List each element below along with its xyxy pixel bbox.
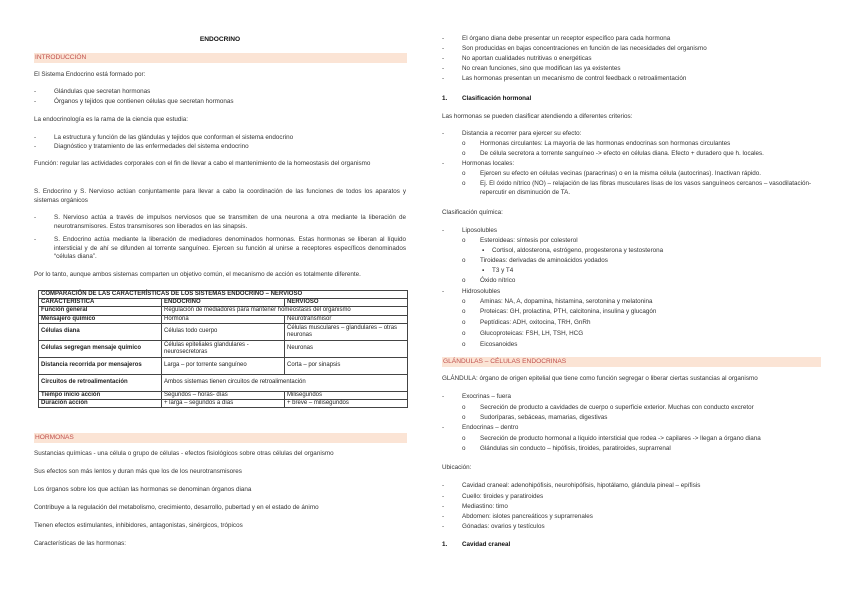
paragraph: Función: regular las actividades corporales con el fin de llevar a cabo el mantenimiento de la homeostasis del organismo [34, 160, 371, 167]
paragraph: S. Endocrino y S. Nervioso actúan conjuntamente para llevar a cabo la coordinación de las funciones de todos los aparatos y sistemas orgánicos [34, 188, 406, 204]
table-cell: Células musculares – glandulares – otras neuronas [285, 323, 408, 340]
paragraph: Sus efectos son más lentos y duran más que los de los neurotransmisores [34, 468, 242, 475]
heading-cavidad-craneal: 1. Cavidad craneal [442, 541, 511, 548]
table-cell: Ambos sistemas tienen circuitos de retroalimentación [162, 374, 408, 391]
document-page: ENDOCRINO INTRODUCCIÓN El Sistema Endocrino está formado por: - Glándulas que secretan hormonas - Órganos y tejidos que contienen células que secretan hormonas La endocrinología es la rama de la ciencia que estudia: - La estructura y función de las glándulas y tejidos que conforman el sistema endocrino - Diagnóstico y tratamiento de las enfermedades del sistema endocrino Función: regular las actividades corporales con el fin de llevar a cabo el mantenimiento de la homeostasis del organismo S. Endocrino y S. Nervioso actúan conjuntamente para llevar a cabo la coordinación de las funciones de todos los aparatos y sistemas orgánicos - S. Nervioso actúa a través de impulsos nerviosos que se transmiten de una neurona a otra mediante la liberación de neurotransmisores. Estos transmisores son liberados en las sinapsis. - S. Endocrino actúa mediante la liberación de mediadores denominados hormonas. Estas hormonas se liberan al líquido intersticial y de ahí se difunden al torrente sanguíneo. Ejercen su función al unirse a receptores específicos denominados “células diana”. Por lo tanto, aunque ambos sistemas comparten un objetivo común, el mecanismo de acción es totalmente diferente. COMPARACIÓN DE LAS CARACTERÍSTICAS DE LOS SISTEMAS ENDOCRINO – NERVIOSO CARACTERISTICA ENDOCRINO NERVIOSO Función general Regulación de mediadores para mantener homeostasis del organismo Mensajero químico Hormona Neurotransmisor Células diana Células todo cuerpo Células musculares – glandulares – otras neuronas Células segregan mensaje químico Células epiteliales glandulares - neurosecretoras Neuronas Distancia recorrida por mensajeros Larga – por torrente sanguíneo Corta – por sinapsis Circuitos de retroalimentación Ambos sistemas tienen circuitos de retroalimentación Tiempo inicio acción Segundos – horas- días Milisegundos Duración acción + larga – segundos a días + breve – milisegundos HORMONAS Sustancias químicas - una célula o grupo de células - efectos fisiológicos sobre otras células del organismo Sus efectos son más lentos y duran más que los de los neurotransmisores Los órganos sobre los que actúan las hormonas se denominan órganos diana Contribuye a la regulación del metabolismo, crecimiento, desarrollo, pubertad y en el estado de ánimo Tienen efectos estimulantes, inhibidores, antagonistas, sinérgicos, trópicos Características de las hormonas: - El órgano diana debe presentar un receptor específico para cada hormona - Son producidas en bajas concentraciones en función de las necesidades del organismo - No aportan cualidades nutritivas o energéticas - No crean funciones, sino que modifican las ya existentes - Las hormonas presentan un mecanismo de control feedback o retroalimentación 1. Clasificación hormonal Las hormonas se pueden clasificar atendiendo a diferentes criterios: - Distancia a recorrer para ejercer su efecto: o Hormonas circulantes: La mayoría de las hormonas endocrinas son hormonas circulantes o De célula secretora a torrente sanguíneo -> efecto en células diana. Efecto + duradero que h. locales. - Hormonas locales: o Ejercen su efecto en células vecinas (paracrinas) o en la misma célula (autocrinas). Inactivan rápido. o Ej. El óxido nítrico (NO) – relajación de las fibras musculares lisas de los vasos sanguíneos cercanos – vasodilatación- repercutir en disminución de TA. Clasificación química: - Liposolubles o Esteroideas: síntesis por colesterol ▪ Cortisol, aldosterona, estrógeno, progesterona y testosterona o Tiroideas: derivadas de aminoácidos yodados ▪ T3 y T4 o Óxido nítrico - Hidrosolubles o Aminas: NA, A, dopamina, histamina, serotonina y melatonina o Proteicas: GH, prolactina, PTH, calcitonina, insulina y glucagón o Peptídicas: ADH, oxitocina, TRH, GnRh o Glucoproteicas: FSH, LH, TSH, HCG o Eicosanoides GLÁNDULAS – CÉLULAS ENDOCRINAS GLÁNDULA: órgano de origen epitelial que tiene como función segregar o liberar ciertas sustancias al organismo - Exocrinas – fuera o Secreción de producto a cavidades de cuerpo o superficie exterior. Muchas con conducto excretor o Sudoríparas, sebáceas, mamarias, digestivas - Endocrinas – dentro o Secreción de producto hormonal a líquido intersticial que rodea -> capilares -> llegan a órgano diana o Glándulas sin conducto – hipófisis, tiroides, paratiroides, suprarrenal Ubicación: - Cavidad craneal: adenohipófisis, neurohipófisis, hipotálamo, glándula pineal – epífisis - Cuello: tiroides y paratiroides - Mediastino: timo - Abdomen: islotes pancreáticos y suprarrenales - Gónadas: ovarios y testículos 1. Cavidad craneal [0, 0, 848, 599]
table-cell: Células segregan mensaje químico [39, 340, 162, 357]
comparison-table [38, 290, 408, 408]
paragraph: Clasificación química: [442, 209, 503, 216]
table-cell: Distancia recorrida por mensajeros [39, 357, 162, 374]
table-row [39, 315, 408, 323]
table-cell: Milisegundos [285, 391, 408, 399]
table-cell: Células epiteliales glandulares - neurosecretoras [162, 340, 285, 357]
table-cell: Función general [39, 307, 162, 315]
section-header-glandulas: GLÁNDULAS – CÉLULAS ENDOCRINAS [442, 357, 821, 367]
document-title: ENDOCRINO [199, 36, 241, 43]
table-cell: Larga – por torrente sanguíneo [162, 357, 285, 374]
table-row [39, 399, 408, 407]
table-cell: Hormona [162, 315, 285, 323]
table-cell: Mensajero químico [39, 315, 162, 323]
section-header-introduccion: INTRODUCCIÓN [34, 53, 407, 63]
table-row [39, 323, 408, 340]
paragraph: La endocrinología es la rama de la ciencia que estudia: [34, 116, 189, 123]
table-cell: Neurotransmisor [285, 315, 408, 323]
heading-clasificacion-hormonal: 1. Clasificación hormonal [442, 95, 532, 102]
table-caption: COMPARACIÓN DE LAS CARACTERÍSTICAS DE LOS SISTEMAS ENDOCRINO – NERVIOSO [39, 291, 408, 299]
table-header-cell: NERVIOSO [285, 299, 408, 307]
table-cell: Corta – por sinapsis [285, 357, 408, 374]
table-row [39, 340, 408, 357]
table-cell: Tiempo inicio acción [39, 391, 162, 399]
section-header-hormonas: HORMONAS [34, 433, 407, 443]
table-caption-row [39, 291, 408, 299]
table-cell: Duración acción [39, 399, 162, 407]
table-cell: Circuitos de retroalimentación [39, 374, 162, 391]
table-header-cell: ENDOCRINO [162, 299, 285, 307]
table-row [39, 307, 408, 315]
table-cell: Regulación de mediadores para mantener homeostasis del organismo [162, 307, 408, 315]
table-cell: + breve – milisegundos [285, 399, 408, 407]
paragraph: GLÁNDULA: órgano de origen epitelial que tiene como función segregar o liberar ciertas sustancias al organismo [442, 375, 758, 382]
table-row [39, 374, 408, 391]
table-cell: Células todo cuerpo [162, 323, 285, 340]
table-cell: + larga – segundos a días [162, 399, 285, 407]
paragraph: Por lo tanto, aunque ambos sistemas comparten un objetivo común, el mecanismo de acción es totalmente diferente. [34, 271, 361, 278]
paragraph: Tienen efectos estimulantes, inhibidores, antagonistas, sinérgicos, trópicos [34, 522, 243, 529]
paragraph: Los órganos sobre los que actúan las hormonas se denominan órganos diana [34, 486, 252, 493]
paragraph: Las hormonas se pueden clasificar atendiendo a diferentes criterios: [442, 113, 633, 120]
paragraph: Ubicación: [442, 464, 472, 471]
table-header-cell: CARACTERISTICA [39, 299, 162, 307]
paragraph: Sustancias químicas - una célula o grupo de células - efectos fisiológicos sobre otras células del organismo [34, 450, 334, 457]
table-row [39, 391, 408, 399]
table-cell: Neuronas [285, 340, 408, 357]
table-cell: Células diana [39, 323, 162, 340]
table-header-row [39, 299, 408, 307]
paragraph: Características de las hormonas: [34, 540, 127, 547]
paragraph: Contribuye a la regulación del metabolismo, crecimiento, desarrollo, pubertad y en el estado de ánimo [34, 504, 319, 511]
table-cell: Segundos – horas- días [162, 391, 285, 399]
paragraph: El Sistema Endocrino está formado por: [34, 71, 146, 78]
table-row [39, 357, 408, 374]
